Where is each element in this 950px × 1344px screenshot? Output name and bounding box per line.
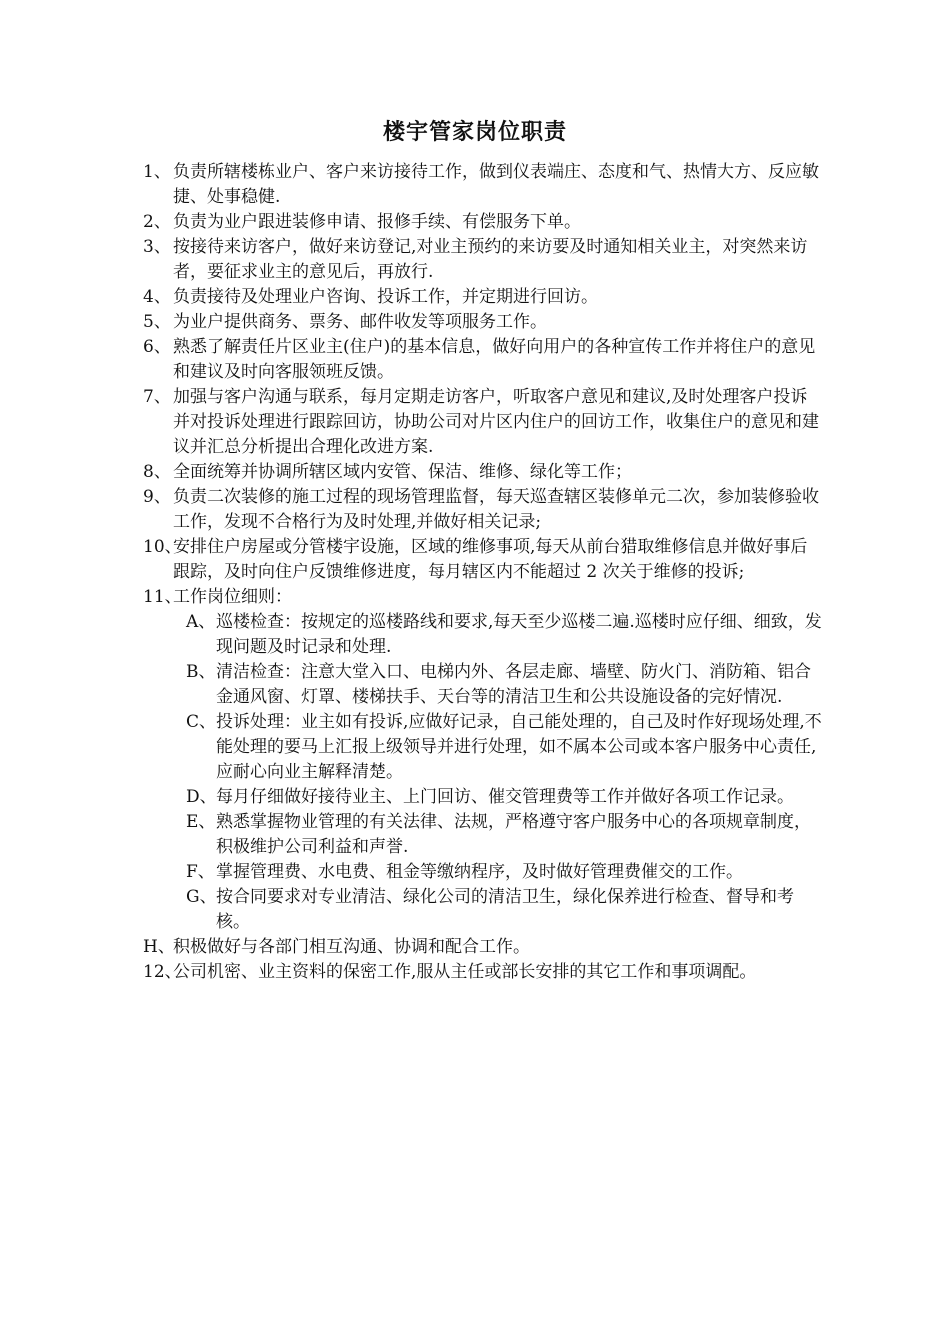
- list-item: [143, 385, 823, 460]
- sub-item-text: 巡楼检查：按规定的巡楼路线和要求,每天至少巡楼二遍.巡楼时应仔细、细致，发现问题及时记录和处理.: [216, 612, 822, 657]
- item-text: 负责为业户跟进装修申请、报修手续、有偿服务下单。: [173, 212, 581, 232]
- item-number: 9、: [143, 487, 171, 507]
- list-item: [143, 310, 823, 335]
- duty-list: [143, 160, 823, 985]
- item-number: 11、: [143, 587, 182, 607]
- list-item: [143, 485, 823, 535]
- sub-item-text: 投诉处理：业主如有投诉,应做好记录，自己能处理的，自己及时作好现场处理,不能处理的要马上汇报上级领导并进行处理，如不属本公司或本客户服务中心责任,应耐心向业主解释清楚。: [216, 712, 822, 782]
- item-text: 负责接待及处理业户咨询、投诉工作，并定期进行回访。: [173, 287, 598, 307]
- item-text: 为业户提供商务、票务、邮件收发等项服务工作。: [173, 312, 547, 332]
- item-text: 按接待来访客户，做好来访登记,对业主预约的来访要及时通知相关业主，对突然来访者，要征求业主的意见后，再放行.: [173, 237, 808, 282]
- sub-list-item: [143, 810, 823, 860]
- sub-item-text: 清洁检查：注意大堂入口、电梯内外、各层走廊、墙壁、防火门、消防箱、铝合金通风窗、灯罩、楼梯扶手、天台等的清洁卫生和公共设施设备的完好情况.: [216, 662, 811, 707]
- list-item: [143, 535, 823, 585]
- item-text: 熟悉了解责任片区业主(住户)的基本信息，做好向用户的各种宣传工作并将住户的意见和建议及时向客服领班反馈。: [173, 337, 816, 382]
- item-text: 公司机密、业主资料的保密工作,服从主任或部长安排的其它工作和事项调配。: [173, 962, 757, 982]
- list-item: [143, 285, 823, 310]
- sub-item-letter: C、: [186, 712, 217, 732]
- item-text: 全面统筹并协调所辖区域内安管、保洁、维修、绿化等工作；: [173, 462, 632, 482]
- sub-item-text: 按合同要求对专业清洁、绿化公司的清洁卫生，绿化保养进行检查、督导和考核。: [216, 887, 794, 932]
- item-text: 加强与客户沟通与联系，每月定期走访客户，听取客户意见和建议,及时处理客户投诉并对投诉处理进行跟踪回访，协助公司对片区内住户的回访工作，收集住户的意见和建议并汇总分析提出合理化改进方案.: [173, 387, 819, 457]
- sub-item-letter: F、: [186, 862, 215, 882]
- item-number: 5、: [143, 312, 171, 332]
- list-item: [143, 210, 823, 235]
- item-text: 安排住户房屋或分管楼宇设施，区域的维修事项,每天从前台猎取维修信息并做好事后跟踪，及时向住户反馈维修进度，每月辖区内不能超过 2 次关于维修的投诉;: [173, 537, 808, 582]
- document-title: 楼宇管家岗位职责: [382, 120, 567, 145]
- sub-list-item: [143, 660, 823, 710]
- list-item: [143, 235, 823, 285]
- list-item: [143, 335, 823, 385]
- sub-list-item: [143, 785, 823, 810]
- sub-item-letter: B、: [186, 662, 216, 682]
- list-item: [143, 935, 823, 960]
- item-number: 3、: [143, 237, 171, 257]
- list-item: [143, 960, 823, 985]
- sub-item-text: 每月仔细做好接待业主、上门回访、催交管理费等工作并做好各项工作记录。: [216, 787, 794, 807]
- sub-item-letter: D、: [186, 787, 217, 807]
- sub-item-letter: A、: [186, 612, 216, 632]
- item-number: 8、: [143, 462, 171, 482]
- item-text: 工作岗位细则：: [173, 587, 292, 607]
- sub-list-item: [143, 710, 823, 785]
- item-number: 6、: [143, 337, 171, 357]
- sub-item-text: 掌握管理费、水电费、租金等缴纳程序，及时做好管理费催交的工作。: [216, 862, 743, 882]
- item-text: 积极做好与各部门相互沟通、协调和配合工作。: [173, 937, 530, 957]
- list-item: [143, 160, 823, 210]
- item-number: 10、: [143, 537, 182, 557]
- list-item: [143, 585, 823, 610]
- item-number: 7、: [143, 387, 171, 407]
- sub-list-item: [143, 860, 823, 885]
- item-number: 12、: [143, 962, 182, 982]
- sub-list-item: [143, 885, 823, 935]
- sub-item-text: 熟悉掌握物业管理的有关法律、法规，严格遵守客户服务中心的各项规章制度，积极维护公司利益和声誉.: [216, 812, 811, 857]
- item-number: 4、: [143, 287, 171, 307]
- item-text: 负责所辖楼栋业户、客户来访接待工作，做到仪表端庄、态度和气、热情大方、反应敏捷、处事稳健.: [173, 162, 819, 207]
- item-text: 负责二次装修的施工过程的现场管理监督，每天巡查辖区装修单元二次，参加装修验收工作，发现不合格行为及时处理,并做好相关记录;: [173, 487, 819, 532]
- item-number: 1、: [143, 162, 171, 182]
- sub-item-letter: E、: [186, 812, 216, 832]
- item-number: H、: [143, 937, 175, 957]
- list-item: [143, 460, 823, 485]
- sub-item-letter: G、: [186, 887, 217, 907]
- sub-list-item: [143, 610, 823, 660]
- item-number: 2、: [143, 212, 171, 232]
